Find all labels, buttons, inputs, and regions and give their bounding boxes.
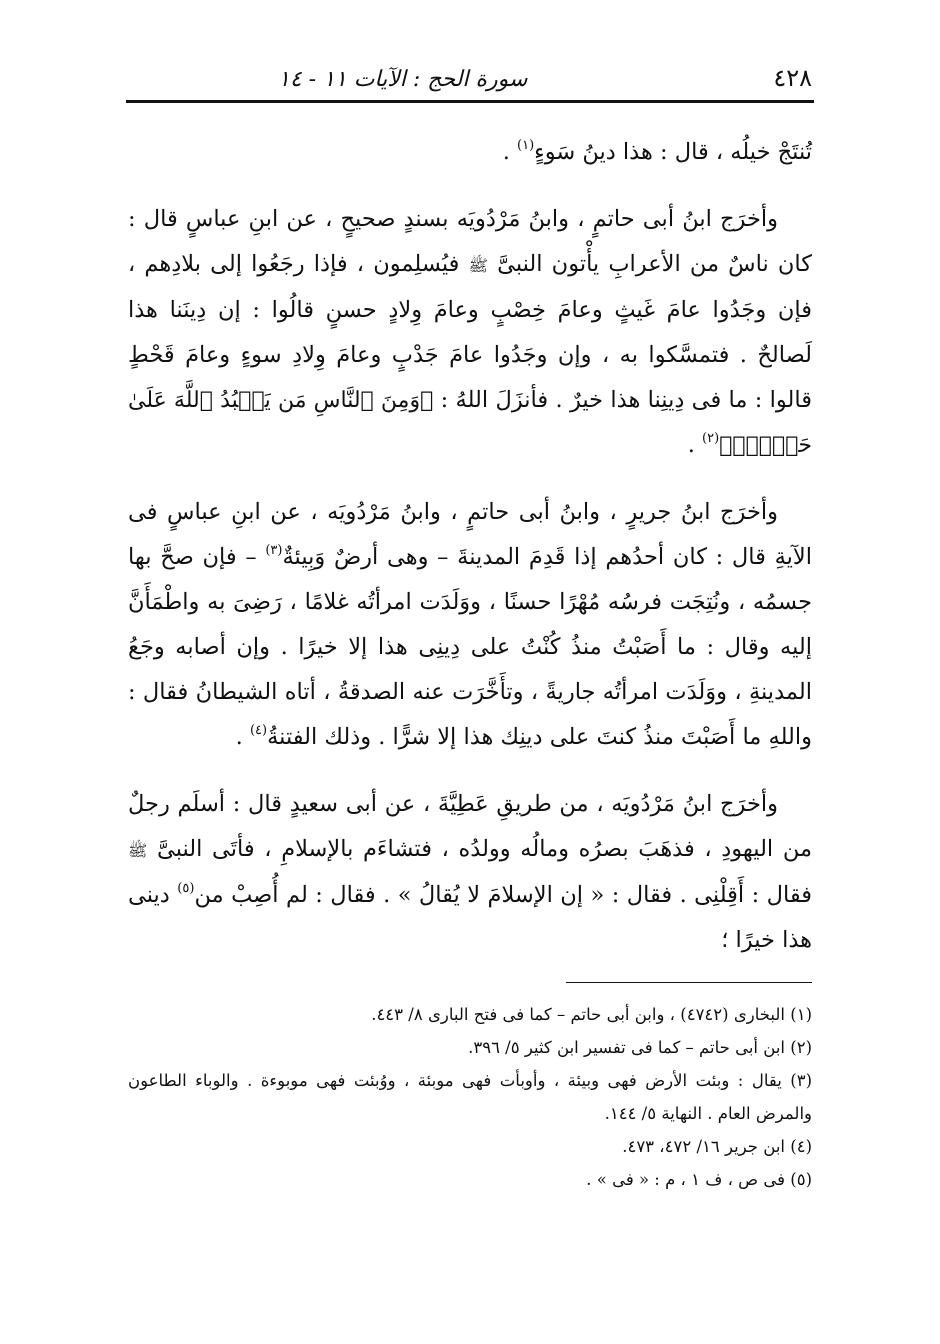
footnote-ref-4[interactable]: (٤) bbox=[249, 723, 268, 738]
page-number: ٤٢٨ bbox=[773, 64, 812, 92]
paragraph-1-text: تُنتَجْ خيلُه ، قال : هذا دينُ سَوءٍ bbox=[534, 139, 812, 165]
paragraph-3-text-b: – فإن صحَّ بها جسمُه ، ونُتِجَت فرسُه مُهْرًا حسنًا ، ووَلَدَت امرأتُه غلامًا ، رَضِىَ به واطْمَأَنَّ إليه وقال : ما أَصَبْتُ منذُ كُنْتُ على دِينِى هذا إلا خيرًا . وإن أصابه وجَعُ المدينةِ ، ووَلَدَت امرأتُه جاريةً ، وتأَخَّرَت عنه الصدقةُ ، أتاه الشيطانُ فقال : واللهِ ما أَصَبْتَ منذُ كنتَ على دينِك هذا إلا شرًّا . وذلك الفتنةُ bbox=[128, 544, 812, 750]
paragraph-2-end: . bbox=[687, 432, 703, 458]
paragraph-2 bbox=[128, 197, 812, 468]
paragraph-4-text-c: دينى هذا خيرًا ؛ bbox=[128, 882, 812, 953]
footnote-ref-1[interactable]: (١) bbox=[517, 138, 535, 153]
paragraph-4-text-b: فقال : أَقِلْنِى . فقال : « إن الإسلامَ لا يُقالُ » . فقال : لم أُصِبْ من bbox=[194, 882, 813, 908]
footnotes bbox=[128, 998, 812, 1196]
paragraph-4-text-a: وأخرَج ابنُ مَرْدُويَه ، من طريقِ عَطِيَّةَ ، عن أبى سعيدٍ قال : أسلَم رجلٌ من اليهودِ ، فذهَبَ بصرُه ومالُه وولدُه ، فتشاءَم بالإسلامِ ، فأتَى النبىَّ bbox=[128, 791, 812, 862]
header-rule bbox=[126, 100, 814, 103]
footnote-ref-5[interactable]: (٥) bbox=[177, 881, 195, 896]
running-header bbox=[128, 52, 812, 92]
paragraph-3-end: . bbox=[235, 724, 250, 750]
paragraph-4 bbox=[128, 782, 812, 963]
footnote-rule bbox=[566, 982, 812, 983]
paragraph-1-end: . bbox=[502, 139, 518, 165]
paragraph-3 bbox=[128, 490, 812, 760]
quran-quote: ﴿وَمِنَ ٱلنَّاسِ مَن يَعۡبُدُ ٱللَّهَ عَلَىٰ حَرۡفٖۖ﴾ bbox=[128, 388, 812, 458]
footnote-ref-3[interactable]: (٣) bbox=[265, 543, 283, 558]
footnote-4: (٤) ابن جرير ١٦/ ٤٧٢، ٤٧٣. bbox=[622, 1137, 812, 1156]
footnote-3: (٣) يقال : وبئت الأرض فهى وبيئة ، وأوبأت فهى موبئة ، ووُبئت فهى موبوءة . والوباء الطاعون والمرض العام . النهاية ٥/ ١٤٤. bbox=[128, 1071, 812, 1123]
paragraph-2-text-b: فيُسلِمون ، فإذا رجَعُوا إلى بلادِهم ، فإن وجَدُوا عامَ غَيثٍ وعامَ خِصْبٍ وعامَ وِلادٍ حسنٍ قالُوا : إن دِينَنا هذا لَصالحٌ . فتمسَّكوا به ، وإن وجَدُوا عامَ جَدْبٍ وعامَ وِلادِ سوءٍ وعامَ قَحْطٍ قالوا : ما فى دِينِنا هذا خيرٌ . فأنزَلَ اللهُ : bbox=[128, 251, 813, 413]
footnote-2: (٢) ابن أبى حاتم – كما فى تفسير ابن كثير ٥/ ٣٩٦. bbox=[468, 1038, 812, 1057]
surah-title: سورة الحج : الآيات ١١ - ١٤ bbox=[278, 67, 528, 92]
salla-glyph: ﷺ bbox=[128, 841, 148, 860]
footnote-5: (٥) فى ص ، ف ١ ، م : « فى » . bbox=[586, 1170, 812, 1189]
paragraph-1 bbox=[128, 130, 812, 175]
footnote-ref-2[interactable]: (٢) bbox=[702, 431, 720, 446]
main-text bbox=[128, 130, 812, 963]
paragraph-3-text-a: وأخرَج ابنُ جريرٍ ، وابنُ أبى حاتمٍ ، وابنُ مَرْدُويَه ، عن ابنِ عباسٍ فى الآيةِ قال : كان أحدُهم إذا قَدِمَ المدينةَ – وهى أرضٌ وَبِيئةٌ bbox=[128, 499, 812, 570]
paragraph-2-text-a: وأخرَج ابنُ أبى حاتمٍ ، وابنُ مَرْدُويَه بسندٍ صحيحٍ ، عن ابنِ عباسٍ قال : كان ناسٌ من الأعرابِ يأْتون النبىَّ bbox=[128, 206, 813, 277]
salla-glyph: ﷺ bbox=[468, 256, 488, 275]
footnote-1: (١) البخارى (٤٧٤٢) ، وابن أبى حاتم – كما فى فتح البارى ٨/ ٤٤٣. bbox=[371, 1005, 812, 1024]
